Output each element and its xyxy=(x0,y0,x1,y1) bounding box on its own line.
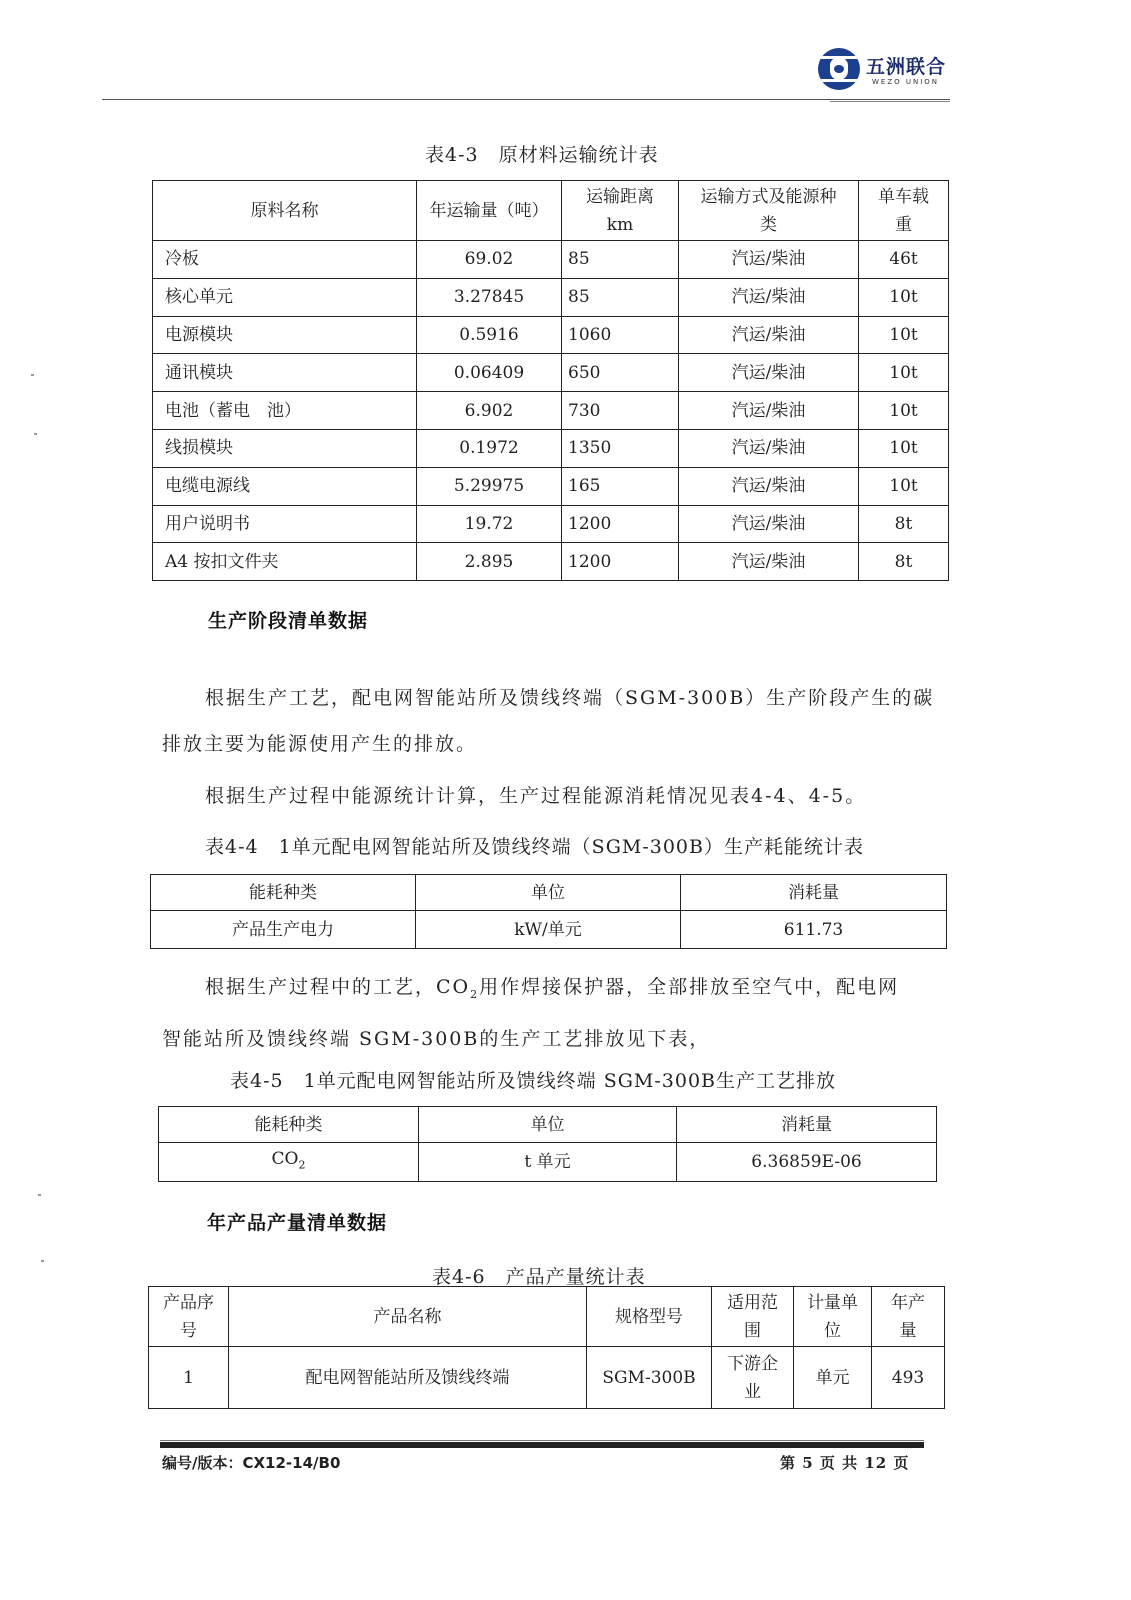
process-text-pre: 根据生产过程中的工艺，CO xyxy=(205,976,471,998)
cell-unit: kW/单元 xyxy=(416,911,681,949)
cell-material-name: 核心单元 xyxy=(153,278,417,316)
header-load-line1: 单车载 xyxy=(878,186,929,207)
cell-material-name: 电缆电源线 xyxy=(153,467,417,505)
raw-material-transport-table xyxy=(152,180,949,581)
scan-speck xyxy=(31,374,34,376)
header-divider xyxy=(102,99,950,100)
table-row xyxy=(153,241,949,279)
cell-material-name: 冷板 xyxy=(153,241,417,279)
cell-distance: 1060 xyxy=(562,316,679,354)
co2-subscript: 2 xyxy=(470,987,480,1001)
cell-scope xyxy=(712,1347,794,1409)
cell-material-name: A4 按扣文件夹 xyxy=(153,543,417,581)
header-unit-line1: 计量单 xyxy=(807,1292,858,1313)
header-mode-line2: 类 xyxy=(760,214,777,235)
table-row xyxy=(153,354,949,392)
cell-annual-volume: 19.72 xyxy=(417,505,562,543)
table-header-row xyxy=(151,875,947,911)
table-row xyxy=(151,911,947,949)
cell-material-name: 用户说明书 xyxy=(153,505,417,543)
cell-transport-mode: 汽运/柴油 xyxy=(679,429,859,467)
footer-divider-thin xyxy=(160,1440,924,1441)
table-header-row xyxy=(153,181,949,241)
table-4-6-caption: 表4-6 产品产量统计表 xyxy=(432,1266,646,1288)
process-text-post: 用作焊接保护器，全部排放至空气中，配电网 xyxy=(479,976,900,998)
header-seq-line1: 产品序 xyxy=(163,1292,214,1313)
cell-vehicle-load: 10t xyxy=(859,354,949,392)
product-output-table xyxy=(148,1286,945,1409)
cell-annual-volume: 5.29975 xyxy=(417,467,562,505)
header-transport-mode xyxy=(679,181,859,241)
paragraph-production-line1: 根据生产工艺，配电网智能站所及馈线终端（SGM-300B）生产阶段产生的碳 xyxy=(205,687,935,709)
table-row xyxy=(153,278,949,316)
section-heading-production: 生产阶段清单数据 xyxy=(208,610,369,632)
table-row xyxy=(153,316,949,354)
cell-material-name: 通讯模块 xyxy=(153,354,417,392)
header-load-line2: 重 xyxy=(895,214,912,235)
header-divider-accent xyxy=(830,101,950,102)
table-4-4-caption: 表4-4 1单元配电网智能站所及馈线终端（SGM-300B）生产耗能统计表 xyxy=(205,836,864,858)
cell-vehicle-load: 10t xyxy=(859,467,949,505)
header-material-name: 原料名称 xyxy=(153,181,417,241)
header-scope-line1: 适用范 xyxy=(727,1292,778,1313)
scan-speck xyxy=(38,1194,41,1196)
cell-annual-volume: 6.902 xyxy=(417,392,562,430)
header-annual-output xyxy=(872,1287,945,1347)
header-distance-line1: 运输距离 xyxy=(586,186,654,207)
cell-annual-volume: 2.895 xyxy=(417,543,562,581)
header-model: 规格型号 xyxy=(587,1287,712,1347)
cell-distance: 85 xyxy=(562,278,679,316)
header-unit: 单位 xyxy=(419,1107,677,1143)
logo-chinese-name: 五洲联合 xyxy=(866,56,947,78)
cell-scope-line2: 业 xyxy=(744,1381,761,1402)
table-row xyxy=(159,1143,937,1182)
cell-material-name: 电池（蓄电 池） xyxy=(153,392,417,430)
header-unit: 单位 xyxy=(416,875,681,911)
cell-distance: 730 xyxy=(562,392,679,430)
cell-distance: 165 xyxy=(562,467,679,505)
header-annual-line1: 年产 xyxy=(891,1292,925,1313)
cell-material-name: 线损模块 xyxy=(153,429,417,467)
cell-unit: 单元 xyxy=(794,1347,872,1409)
header-seq xyxy=(149,1287,229,1347)
page-number: 第 5 页 共 12 页 xyxy=(780,1454,910,1472)
lion-globe-icon xyxy=(818,48,860,90)
cell-distance: 650 xyxy=(562,354,679,392)
header-unit xyxy=(794,1287,872,1347)
cell-energy-type xyxy=(159,1143,419,1182)
cell-seq: 1 xyxy=(149,1347,229,1409)
table-row xyxy=(153,467,949,505)
table-4-3-caption: 表4-3 原材料运输统计表 xyxy=(425,144,659,166)
cell-product-name: 配电网智能站所及馈线终端 xyxy=(229,1347,587,1409)
cell-annual-volume: 3.27845 xyxy=(417,278,562,316)
table-header-row xyxy=(159,1107,937,1143)
cell-transport-mode: 汽运/柴油 xyxy=(679,354,859,392)
cell-vehicle-load: 10t xyxy=(859,278,949,316)
cell-vehicle-load: 46t xyxy=(859,241,949,279)
company-logo xyxy=(818,48,948,96)
header-unit-line2: 位 xyxy=(824,1320,841,1341)
table-row xyxy=(149,1347,945,1409)
header-seq-line2: 号 xyxy=(180,1320,197,1341)
cell-distance: 1200 xyxy=(562,505,679,543)
cell-vehicle-load: 10t xyxy=(859,392,949,430)
cell-energy-type: 产品生产电力 xyxy=(151,911,416,949)
cell-vehicle-load: 10t xyxy=(859,316,949,354)
cell-transport-mode: 汽运/柴油 xyxy=(679,505,859,543)
header-product-name: 产品名称 xyxy=(229,1287,587,1347)
production-energy-table xyxy=(150,874,947,949)
paragraph-process-line1 xyxy=(205,972,899,1001)
header-mode-line1: 运输方式及能源种 xyxy=(700,186,837,207)
cell-transport-mode: 汽运/柴油 xyxy=(679,316,859,354)
cell-consumption: 611.73 xyxy=(681,911,947,949)
cell-consumption: 6.36859E-06 xyxy=(677,1143,937,1182)
table-row xyxy=(153,392,949,430)
cell-vehicle-load: 10t xyxy=(859,429,949,467)
table-row xyxy=(153,429,949,467)
header-energy-type: 能耗种类 xyxy=(159,1107,419,1143)
table-row xyxy=(153,505,949,543)
header-consumption: 消耗量 xyxy=(681,875,947,911)
document-id: 编号/版本：CX12-14/B0 xyxy=(162,1454,341,1472)
scan-speck xyxy=(41,1260,44,1262)
footer-divider xyxy=(160,1442,924,1448)
cell-annual-output: 493 xyxy=(872,1347,945,1409)
scan-speck xyxy=(34,433,37,435)
header-annual-volume: 年运输量（吨） xyxy=(417,181,562,241)
cell-annual-volume: 0.5916 xyxy=(417,316,562,354)
header-vehicle-load xyxy=(859,181,949,241)
cell-distance: 85 xyxy=(562,241,679,279)
header-scope xyxy=(712,1287,794,1347)
cell-transport-mode: 汽运/柴油 xyxy=(679,467,859,505)
cell-annual-volume: 69.02 xyxy=(417,241,562,279)
cell-distance: 1200 xyxy=(562,543,679,581)
co2-subscript: 2 xyxy=(298,1158,306,1172)
header-distance xyxy=(562,181,679,241)
header-scope-line2: 围 xyxy=(744,1320,761,1341)
cell-distance: 1350 xyxy=(562,429,679,467)
table-row xyxy=(153,543,949,581)
cell-model: SGM-300B xyxy=(587,1347,712,1409)
header-energy-type: 能耗种类 xyxy=(151,875,416,911)
section-heading-output: 年产品产量清单数据 xyxy=(207,1212,388,1234)
table-header-row xyxy=(149,1287,945,1347)
logo-english-name: WEZO UNION xyxy=(872,78,940,86)
cell-vehicle-load: 8t xyxy=(859,543,949,581)
paragraph-process-line2: 智能站所及馈线终端 SGM-300B的生产工艺排放见下表， xyxy=(162,1028,711,1050)
paragraph-production-line2: 排放主要为能源使用产生的排放。 xyxy=(162,733,478,755)
cell-transport-mode: 汽运/柴油 xyxy=(679,392,859,430)
cell-transport-mode: 汽运/柴油 xyxy=(679,241,859,279)
cell-material-name: 电源模块 xyxy=(153,316,417,354)
header-distance-line2: km xyxy=(606,214,634,235)
paragraph-energy-stats: 根据生产过程中能源统计计算，生产过程能源消耗情况见表4-4、4-5。 xyxy=(205,785,867,807)
cell-unit: t 单元 xyxy=(419,1143,677,1182)
cell-transport-mode: 汽运/柴油 xyxy=(679,543,859,581)
cell-annual-volume: 0.1972 xyxy=(417,429,562,467)
cell-vehicle-load: 8t xyxy=(859,505,949,543)
table-4-5-caption: 表4-5 1单元配电网智能站所及馈线终端 SGM-300B生产工艺排放 xyxy=(230,1070,837,1092)
header-consumption: 消耗量 xyxy=(677,1107,937,1143)
cell-transport-mode: 汽运/柴油 xyxy=(679,278,859,316)
co2-main: CO xyxy=(271,1148,299,1169)
cell-annual-volume: 0.06409 xyxy=(417,354,562,392)
cell-scope-line1: 下游企 xyxy=(727,1353,778,1374)
process-emission-table xyxy=(158,1106,937,1182)
header-annual-line2: 量 xyxy=(899,1320,917,1341)
